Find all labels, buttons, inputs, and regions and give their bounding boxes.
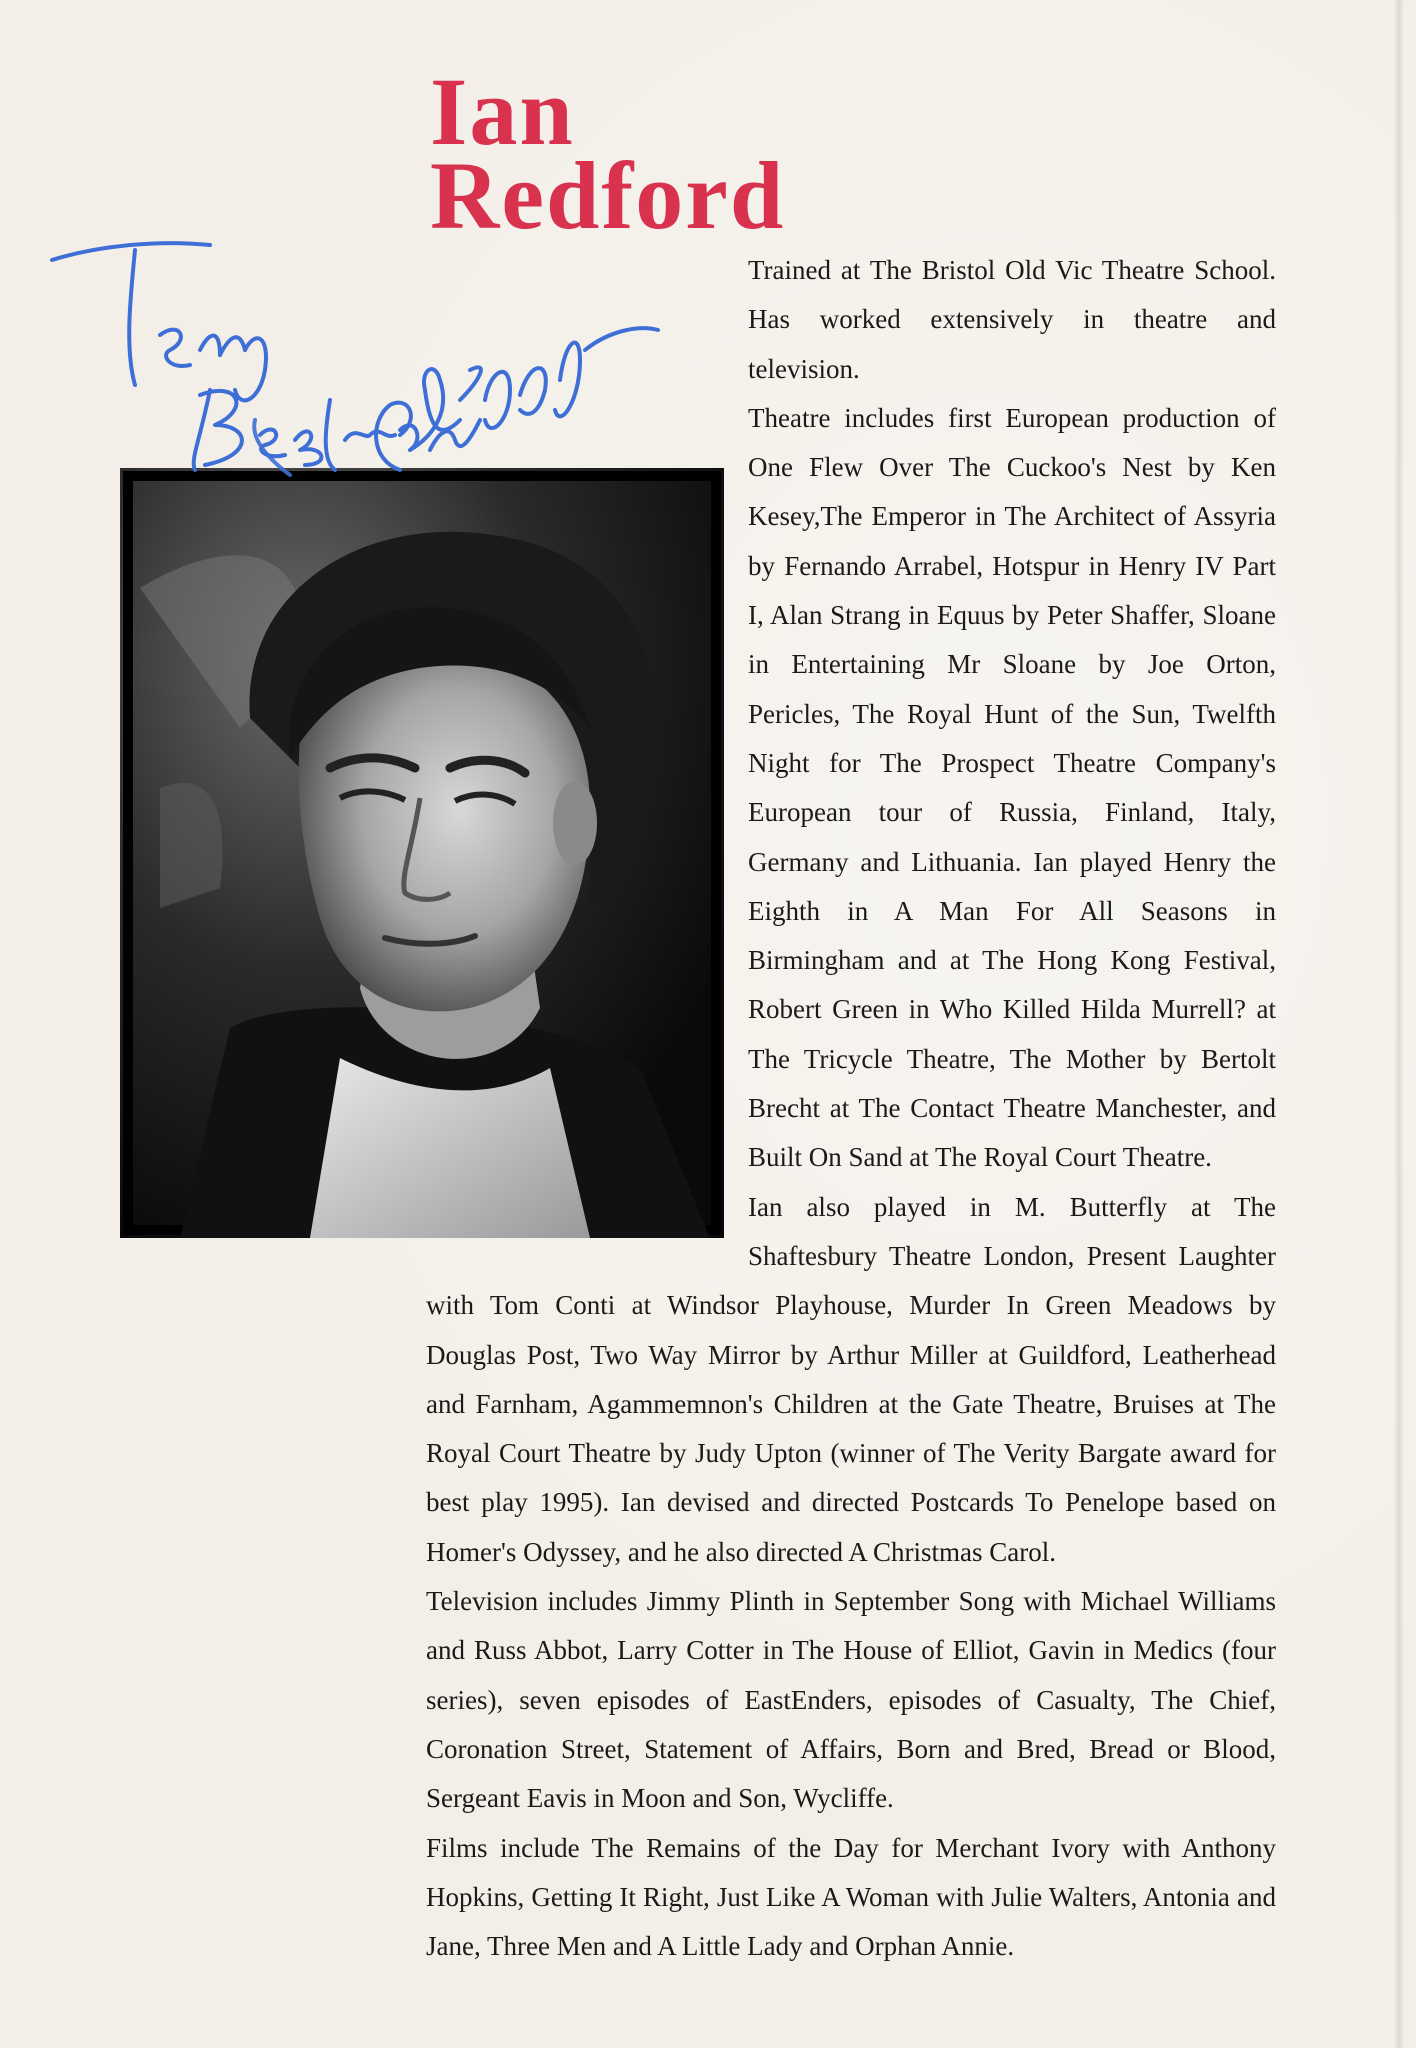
bio-paragraph-television: Television includes Jimmy Plinth in September Song with Michael Williams and Russ Abbot, Larry Cotter in The House of Elliot, Gavin in Medics (four series), seven episodes of EastEnders, episodes of Casualty, The Chief, Coronation Street, Statement of Affairs, Born and Bred, Bread or Blood, Sergeant Eavis in Moon and Son, Wycliffe. bbox=[426, 1586, 1276, 1814]
bio-paragraph-theatre: Theatre includes first European production of One Flew Over The Cuckoo's Nest by Ken Kesey,The Emperor in The Architect of Assyria by Fernando Arrabel, Hotspur in Henry IV Part I, Alan Strang in Equus by Peter Shaffer, Sloane in Entertaining Mr Sloane by Joe Orton, Pericles, The Royal Hunt of the Sun, Twelfth Night for The Prospect Theatre Company's European tour of Russia, Finland, Italy, Germany and Lithuania. Ian played Henry the Eighth in A Man For All Seasons in Birmingham and at The Hong Kong Festival, Robert Green in Who Killed Hilda Murrell? at The Tricycle Theatre, The Mother by Bertolt Brecht at The Contact Theatre Manchester, and Built On Sand at The Royal Court Theatre. bbox=[748, 402, 1276, 1173]
bio-paragraph-films: Films include The Remains of the Day for Merchant Ivory with Anthony Hopkins, Getting It Right, Just Like A Woman with Julie Walters, Antonia and Jane, Three Men and A Little Lady and Orphan Annie. bbox=[426, 1832, 1276, 1962]
bio-paragraph-training: Trained at The Bristol Old Vic Theatre School. Has worked extensively in theatre and television. bbox=[748, 255, 1276, 384]
bio-paragraph-more-theatre: Ian also played in M. Butterfly at The Shaftesbury Theatre London, Present Laughter with Tom Conti at Windsor Playhouse, Murder In Green Meadows by Douglas Post, Two Way Mirror by Arthur Miller at Guildford, Leatherhead and Farnham, Agammemnon's Children at the Gate Theatre, Bruises at The Royal Court Theatre by Judy Upton (winner of The Verity Bargate award for best play 1995). Ian devised and directed Postcards To Penelope based on Homer's Odyssey, and he also directed A Christmas Carol. bbox=[426, 1191, 1276, 1567]
title-last-name: Redford bbox=[430, 142, 786, 249]
page-fold-shadow bbox=[1394, 0, 1404, 2048]
photo-wrap-spacer bbox=[426, 441, 748, 1246]
page-title bbox=[430, 58, 786, 249]
biography-text bbox=[426, 246, 1276, 1971]
title-first-name: Ian bbox=[430, 58, 575, 165]
